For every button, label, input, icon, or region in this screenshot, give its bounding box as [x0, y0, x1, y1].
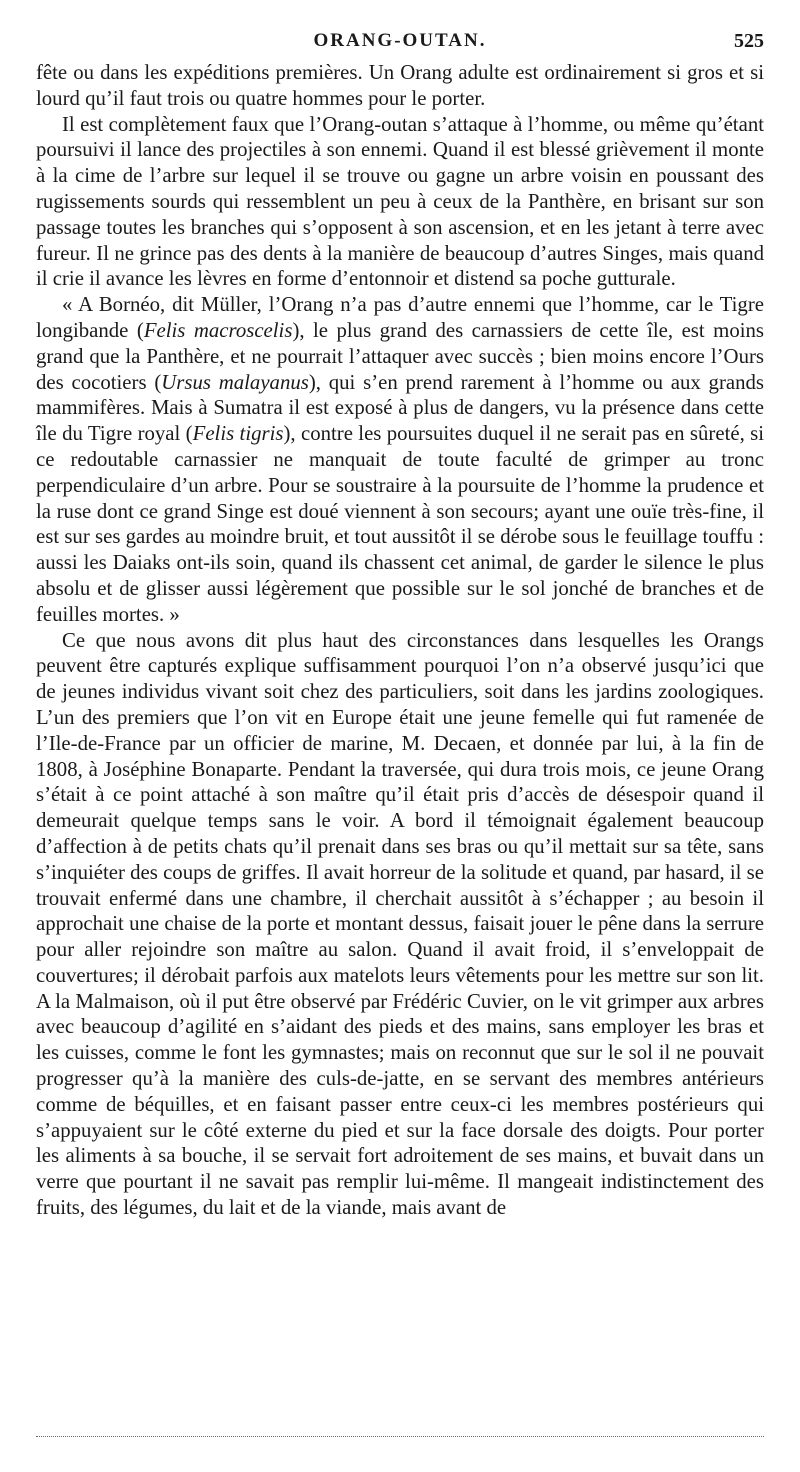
paragraph	[36, 628, 764, 1221]
page-header	[36, 30, 764, 54]
text-run: ), qui s’en prend rarement à l’homme ou aux grands mammifères. Mais à Sumatra il est exposé à plus de dangers, vu la présence dans cette île du Tigre royal (	[36, 370, 764, 446]
text-run: fête ou dans les expéditions premières. Un Orang adulte est ordinairement si gros et si lourd qu’il faut trois ou quatre hommes pour le porter.	[36, 61, 764, 110]
paragraph	[36, 112, 764, 293]
species-name: Ursus malayanus	[161, 370, 309, 394]
text-run: « A Bornéo, dit Müller, l’Orang n’a pas d’autre ennemi que l’homme, car le Tigre longibande (	[36, 293, 764, 342]
body-text	[36, 60, 764, 1221]
quoted-paragraph	[36, 292, 764, 627]
species-name: Felis macroscelis	[143, 318, 293, 342]
text-run: ), le plus grand des carnassiers de cette île, est moins grand que la Panthère, et ne pourrait l’attaquer avec succès ; bien moins encore l’Ours des cocotiers (	[36, 318, 764, 394]
text-run: Ce que nous avons dit plus haut des circonstances dans lesquelles les Orangs peuvent être capturés explique suffisamment pourquoi l’on n’a observé jusqu’ici que de jeunes individus vivant soit chez des particuliers, soit dans les jardins zoologiques. L’un des premiers que l’on vit en Europe était une jeune femelle qui fut ramenée de l’Ile-de-France par un officier de marine, M. Decaen, et donnée par lui, à la fin de 1808, à Joséphine Bonaparte. Pendant la traversée, qui dura trois mois, ce jeune Orang s’était à ce point attaché à son maître qu’il était pris d’accès de désespoir quand il demeurait quelque temps sans le voir. A bord il témoignait également beaucoup d’affection à de petits chats qu’il prenait dans ses bras ou qu’il mettait sur sa tête, sans s’inquiéter des coups de griffes. Il avait horreur de la solitude et quand, par hasard, il se trouvait enfermé dans une chambre, il cherchait aussitôt à s’échapper ; au besoin il approchait une chaise de la porte et montant dessus, faisait jouer le pêne dans la serrure pour aller rejoindre son maître au salon. Quand il avait froid, il s’enveloppait de couvertures; il dérobait parfois aux matelots leurs vêtements pour les mettre sur son lit. A la Malmaison, où il put être observé par Frédéric Cuvier, on le vit grimper aux arbres avec beaucoup d’agilité en s’aidant des pieds et des mains, sans employer les bras et les cuisses, comme le font les gymnastes; mais on reconnut que sur le sol il ne pouvait progresser qu’à la manière des culs-de-jatte, en se servant des membres antérieurs comme de béquilles, et en faisant passer entre ceux-ci les membres postérieurs qui s’appuyaient sur le côté externe du pied et sur la face dorsale des doigts. Pour porter les aliments à sa bouche, il se servait fort adroitement de ses mains, et buvait dans un verre que pourtant il ne savait pas remplir lui-même. Il mangeait indistinctement des fruits, des légumes, du lait et de la viande, mais avant de	[36, 628, 764, 1220]
paragraph	[36, 60, 764, 112]
text-run: Il est complètement faux que l’Orang-outan s’attaque à l’homme, ou même qu’étant poursuivi il lance des projectiles à son ennemi. Quand il est blessé grièvement il monte à la cime de l’arbre sur lequel il se trouve ou gagne un arbre voisin en poussant des rugissements sourds qui ressemblent un peu à ceux de la Panthère, en brisant sur son passage toutes les branches qui s’opposent à son ascension, et en les jetant à terre avec fureur. Il ne grince pas des dents à la manière de beaucoup d’autres Singes, mais quand il crie il avance les lèvres en forme d’entonnoir et distend sa poche gutturale.	[36, 112, 764, 291]
page-number: 525	[734, 30, 764, 52]
species-name: Felis tigris	[192, 422, 284, 446]
footer-dotted-rule	[36, 1436, 764, 1437]
text-run: ), contre les poursuites duquel il ne serait pas en sûreté, si ce redoutable carnassier ne manquait de toute faculté de grimper au tronc perpendiculaire d’un arbre. Pour se soustraire à la poursuite de l’homme la prudence et la ruse dont ce grand Singe est doué viennent à son secours; ayant une ouïe très-fine, il est sur ses gardes au moindre bruit, et tout aussitôt il se dérobe sous le feuillage touffu : aussi les Daiaks ont-ils soin, quand ils chassent cet animal, de garder le silence le plus absolu et de glisser aussi légèrement que possible sur le sol jonché de branches et de feuilles mortes. »	[36, 422, 765, 626]
running-title: ORANG-OUTAN.	[313, 30, 487, 51]
